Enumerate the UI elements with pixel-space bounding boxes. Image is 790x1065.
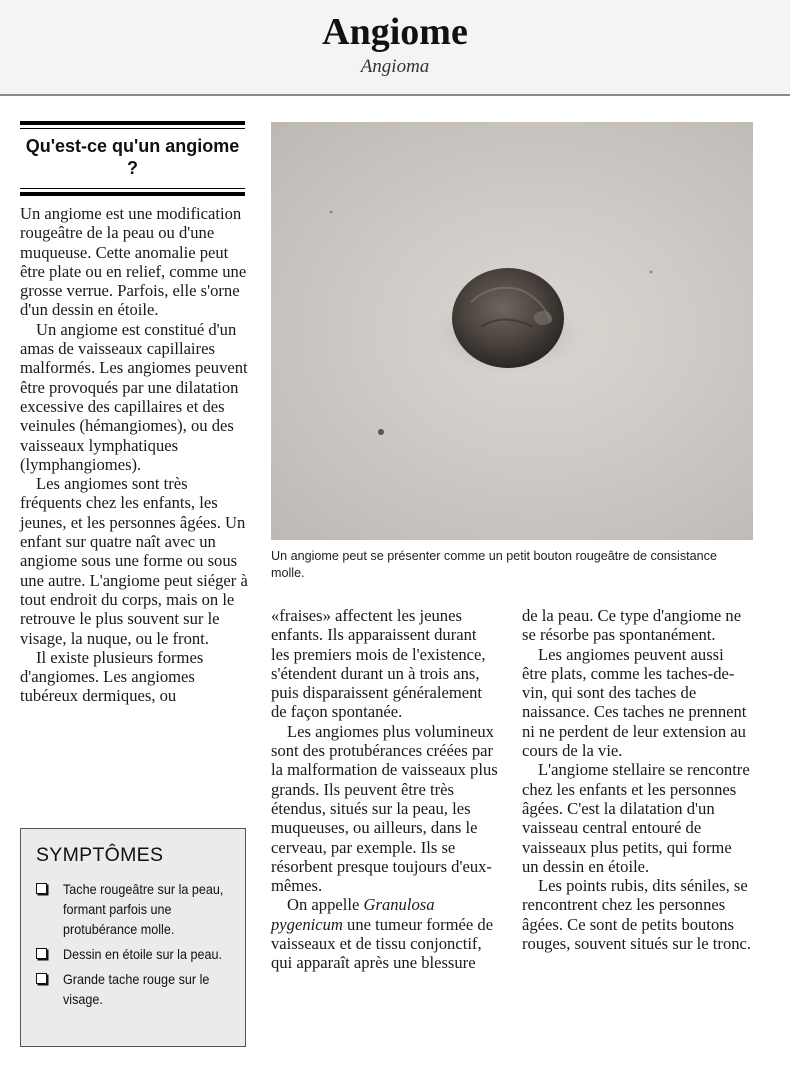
paragraph-text: une tumeur formée de vaisseaux et de tissu conjonctif, qui apparaît après une blessure: [271, 914, 494, 973]
list-item: [36, 944, 233, 964]
page-subtitle: Angioma: [360, 56, 430, 77]
paragraph: Les angiomes peuvent aussi être plats, comme les taches-de-vin, qui sont des taches de naissance. Ces taches ne prennent ni ne perdent de leur extension au cours de la vie.: [522, 644, 747, 761]
page-header: [0, 0, 790, 96]
page-title: Angiome: [322, 11, 468, 53]
angioma-illustration: [271, 122, 753, 540]
paragraph: Un angiome est une modification rougeâtre de la peau ou d'une muqueuse. Cette anomalie peut être plate ou en relief, comme une grosse verrue. Parfois, elle s'orne d'un dessin en étoile.: [20, 204, 247, 320]
text-column-right: [522, 606, 752, 953]
symptom-text: Grande tache rouge sur le visage.: [63, 971, 210, 1007]
checkbox-icon: [36, 948, 47, 959]
paragraph: «fraises» affectent les jeunes enfants. Ils apparaissent durant les premiers mois de l'existence, s'étendent durant un à trois ans, puis disparaissent généralement de façon spontanée.: [271, 606, 486, 722]
symptoms-title: SYMPTÔMES: [36, 844, 164, 866]
figure-caption: Un angiome peut se présenter comme un petit bouton rougeâtre de consistance molle.: [271, 549, 717, 580]
paragraph: L'angiome stellaire se rencontre chez les enfants et les personnes âgées. C'est la dilatation d'un vaisseau central entouré de vaisseaux plus petits, qui forme un dessin en étoile.: [522, 760, 750, 876]
paragraph: Un angiome est constitué d'un amas de vaisseaux capillaires malformés. Les angiomes peuvent être provoqués par une dilatation excessive des capillaires et des veinules (hémangiomes), ou des vaisseaux lymphatiques (lymphangiomes).: [20, 319, 248, 474]
symptoms-list: [36, 879, 233, 1009]
latin-term: Granulosa pygenicum: [271, 895, 435, 934]
paragraph: de la peau. Ce type d'angiome ne se résorbe pas spontanément.: [522, 606, 742, 645]
text-column-middle: [271, 606, 499, 973]
paragraph-text: On appelle: [287, 895, 364, 915]
section-heading-box: [20, 121, 245, 196]
section-heading: Qu'est-ce qu'un angiome ?: [25, 136, 240, 178]
paragraph: Les angiomes plus volumineux sont des protubérances créées par la malformation de vaisseaux plus grands. Ils peuvent être très étendus, situés sur la peau, les muqueuses, ou ailleurs, dans le cerveau, par exemple. Ils se résorbent presque toujours d'eux-mêmes.: [271, 721, 498, 896]
list-item: [36, 879, 233, 939]
text-column-left: [20, 204, 248, 706]
symptom-text: Tache rougeâtre sur la peau, formant parfois une protubérance molle.: [63, 881, 224, 937]
symptom-text: Dessin en étoile sur la peau.: [63, 946, 223, 962]
paragraph: Il existe plusieurs formes d'angiomes. Les angiomes tubéreux dermiques, ou: [20, 647, 204, 706]
list-item: [36, 969, 233, 1009]
angioma-photo: [271, 122, 753, 540]
checkbox-icon: [36, 883, 47, 894]
symptoms-box: [20, 828, 246, 1047]
checkbox-icon: [36, 973, 47, 984]
paragraph: Les angiomes sont très fréquents chez les enfants, les jeunes, et les personnes âgées. Un enfant sur quatre naît avec un angiome sous une forme ou sous une autre. L'angiome peut siéger à tout endroit du corps, mais on le retrouve le plus souvent sur le visage, la nuque, ou le front.: [20, 474, 248, 648]
paragraph: Les points rubis, dits séniles, se rencontrent chez les personnes âgées. Ce sont de petits boutons rouges, souvent situés sur le tronc.: [522, 876, 752, 954]
paragraph: [271, 895, 499, 972]
